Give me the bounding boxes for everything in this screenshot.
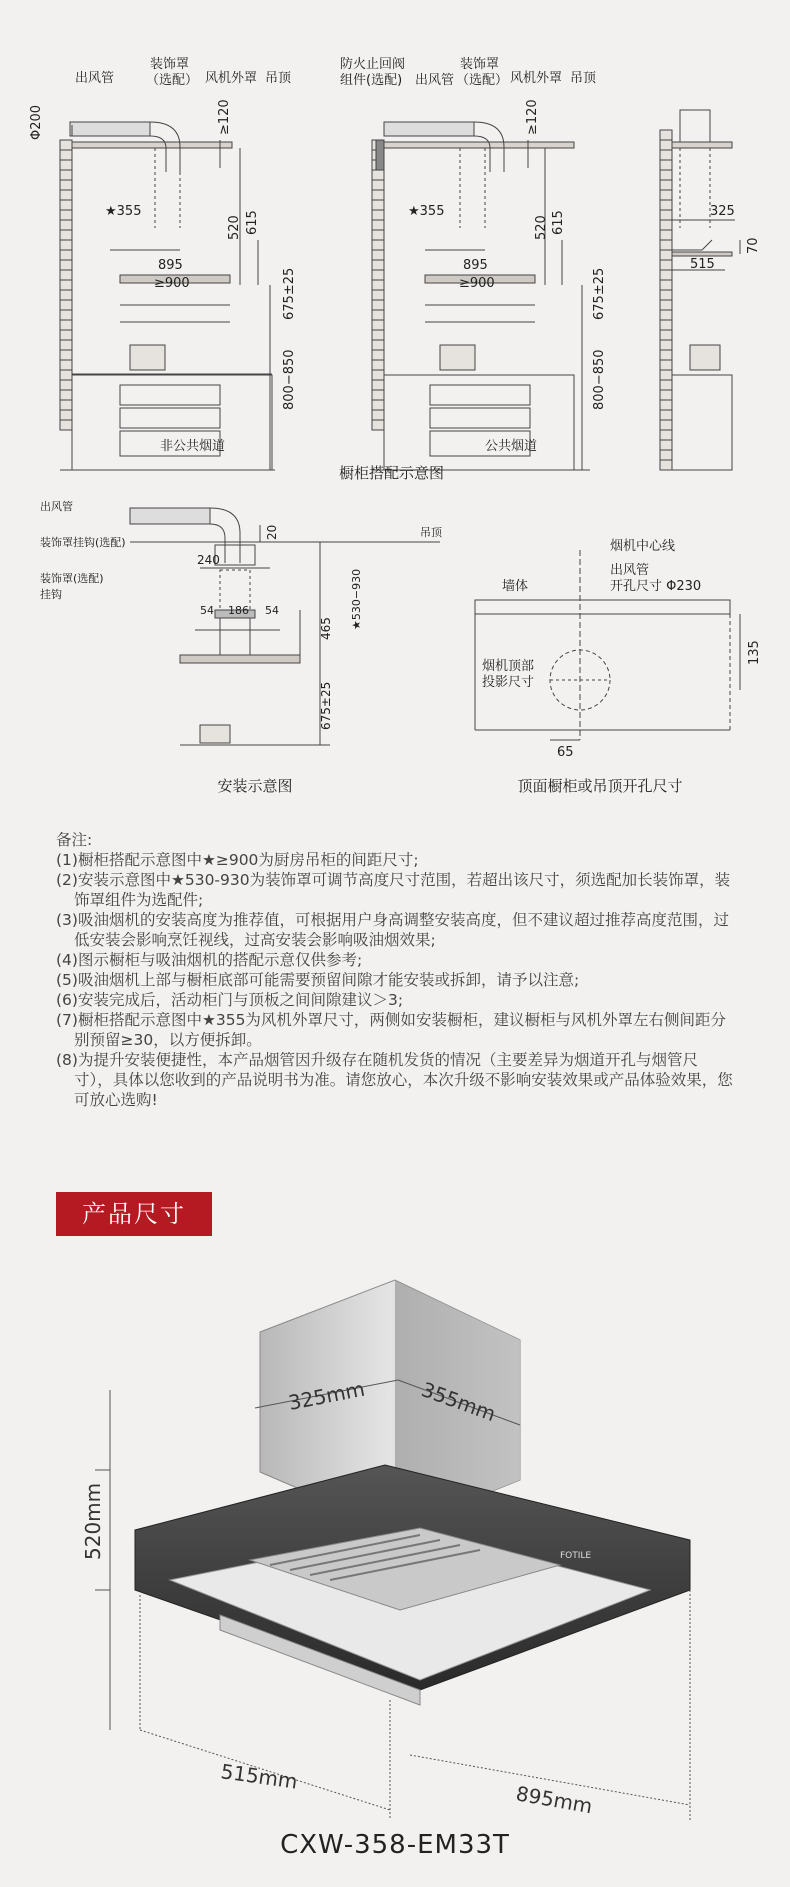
- model-number: CXW-358-EM33T: [280, 1830, 510, 1860]
- label-inst-deco-cover: 装饰罩(选配): [40, 572, 104, 585]
- dim-355: ★355: [105, 204, 142, 219]
- dim-120-2: ≥120: [525, 99, 540, 135]
- label-inst-deco-hook: 装饰罩挂钩(选配): [40, 536, 126, 549]
- dim-615: 615: [245, 210, 260, 235]
- dim-product-515: 515mm: [219, 1759, 300, 1794]
- dim-hole-65: 65: [557, 745, 574, 760]
- label-ceiling-2: 吊顶: [570, 71, 597, 86]
- caption-hole-size: 顶面橱柜或吊顶开孔尺寸: [517, 777, 683, 795]
- dim-inst-530: ★530−930: [350, 568, 363, 630]
- section-title-product-size: 产品尺寸: [56, 1192, 212, 1236]
- dim-615-2: 615: [551, 210, 566, 235]
- notes-block: [56, 830, 736, 1110]
- label-hole-exhaust: 出风管: [610, 563, 650, 578]
- dim-895: 895: [158, 258, 183, 273]
- label-deco-cover: 装饰罩: [150, 57, 190, 72]
- label-ceiling: 吊顶: [265, 71, 292, 86]
- brand-mark: FOTILE: [560, 1551, 592, 1561]
- label-inst-exhaust: 出风管: [40, 500, 73, 513]
- dim-product-895: 895mm: [514, 1781, 595, 1819]
- dim-675-2: 675±25: [592, 267, 607, 320]
- dim-inst-54a: 54: [200, 604, 214, 617]
- dim-515: 515: [690, 257, 715, 272]
- label-fire-valve-1: 防火止回阀: [340, 57, 406, 72]
- dim-120: ≥120: [217, 99, 232, 135]
- sub-non-public: 非公共烟道: [160, 439, 226, 454]
- dim-800-2: 800−850: [592, 349, 607, 410]
- note-item: (2)安装示意图中★530-930为装饰罩可调节高度尺寸范围，若超出该尺寸，须选配加长装饰罩，装饰罩组件为选配件;: [56, 871, 731, 909]
- dim-895-2: 895: [463, 258, 488, 273]
- dim-inst-465: 465: [319, 617, 333, 640]
- label-deco-optional: （选配）: [146, 73, 199, 88]
- note-item: (3)吸油烟机的安装高度为推荐值，可根据用户身高调整安装高度，但不建议超过推荐高度范围，过低安装会影响烹饪视线，过高安装会影响吸油烟效果;: [56, 911, 729, 949]
- dim-900: ≥900: [154, 276, 190, 291]
- caption-cabinet: 橱柜搭配示意图: [339, 464, 445, 482]
- label-hole-size: 开孔尺寸 Φ230: [610, 579, 702, 594]
- label-deco-cover-2: 装饰罩: [460, 57, 500, 72]
- dim-hole-135: 135: [747, 640, 762, 665]
- label-exhaust-pipe: 出风管: [75, 71, 115, 86]
- installation-diagram: [0, 490, 460, 790]
- label-exhaust-pipe-2: 出风管: [415, 73, 455, 88]
- label-inst-hook: 挂钩: [40, 588, 62, 601]
- note-item: (1)橱柜搭配示意图中★≥900为厨房吊柜的间距尺寸;: [56, 851, 419, 869]
- dim-inst-240: 240: [197, 553, 220, 567]
- dim-inst-54b: 54: [265, 604, 279, 617]
- cabinet-matching-diagram: [0, 40, 790, 490]
- sub-public: 公共烟道: [485, 439, 538, 454]
- dim-product-325: 325mm: [286, 1376, 367, 1415]
- dim-520: 520: [227, 215, 242, 240]
- label-inst-ceiling: 吊顶: [420, 526, 442, 539]
- label-fan-cover: 风机外罩: [205, 71, 258, 86]
- label-proj-1: 烟机顶部: [482, 659, 535, 674]
- dim-product-355: 355mm: [418, 1377, 499, 1427]
- notes-title: 备注:: [56, 831, 93, 849]
- dim-800: 800−850: [282, 349, 297, 410]
- label-proj-2: 投影尺寸: [482, 675, 535, 690]
- dim-520-2: 520: [534, 215, 549, 240]
- dim-inst-186: 186: [228, 604, 249, 617]
- label-fan-cover-2: 风机外罩: [510, 71, 563, 86]
- dim-70: 70: [746, 237, 761, 254]
- label-fire-valve-2: 组件(选配): [340, 73, 403, 88]
- caption-installation: 安装示意图: [217, 777, 293, 795]
- label-deco-optional-2: （选配）: [456, 73, 509, 88]
- note-item: (8)为提升安装便捷性，本产品烟管因升级存在随机发货的情况（主要差异为烟道开孔与烟管尺寸），具体以您收到的产品说明书为准。请您放心，本次升级不影响安装效果或产品体验效果，您可放心选购!: [56, 1051, 733, 1109]
- note-item: (7)橱柜搭配示意图中★355为风机外罩尺寸，两侧如安装橱柜，建议橱柜与风机外罩左右侧间距分别预留≥30，以方便拆卸。: [56, 1011, 726, 1049]
- note-item: (6)安装完成后，活动柜门与顶板之间间隙建议＞3;: [56, 991, 404, 1009]
- hole-size-diagram: [460, 530, 790, 760]
- dim-900-2: ≥900: [459, 276, 495, 291]
- label-flue-center: 烟机中心线: [610, 539, 676, 554]
- dim-product-520: 520mm: [81, 1482, 105, 1560]
- product-illustration: [0, 1260, 790, 1830]
- label-wall: 墙体: [502, 579, 529, 594]
- dim-inst-675: 675±25: [319, 681, 333, 730]
- dim-355-2: ★355: [408, 204, 445, 219]
- note-item: (4)图示橱柜与吸油烟机的搭配示意仅供参考;: [56, 951, 363, 969]
- dim-675: 675±25: [282, 267, 297, 320]
- dim-325: 325: [710, 204, 735, 219]
- note-item: (5)吸油烟机上部与橱柜底部可能需要预留间隙才能安装或拆卸，请予以注意;: [56, 971, 580, 989]
- dim-200: Φ200: [29, 104, 44, 140]
- dim-inst-20: 20: [265, 524, 279, 540]
